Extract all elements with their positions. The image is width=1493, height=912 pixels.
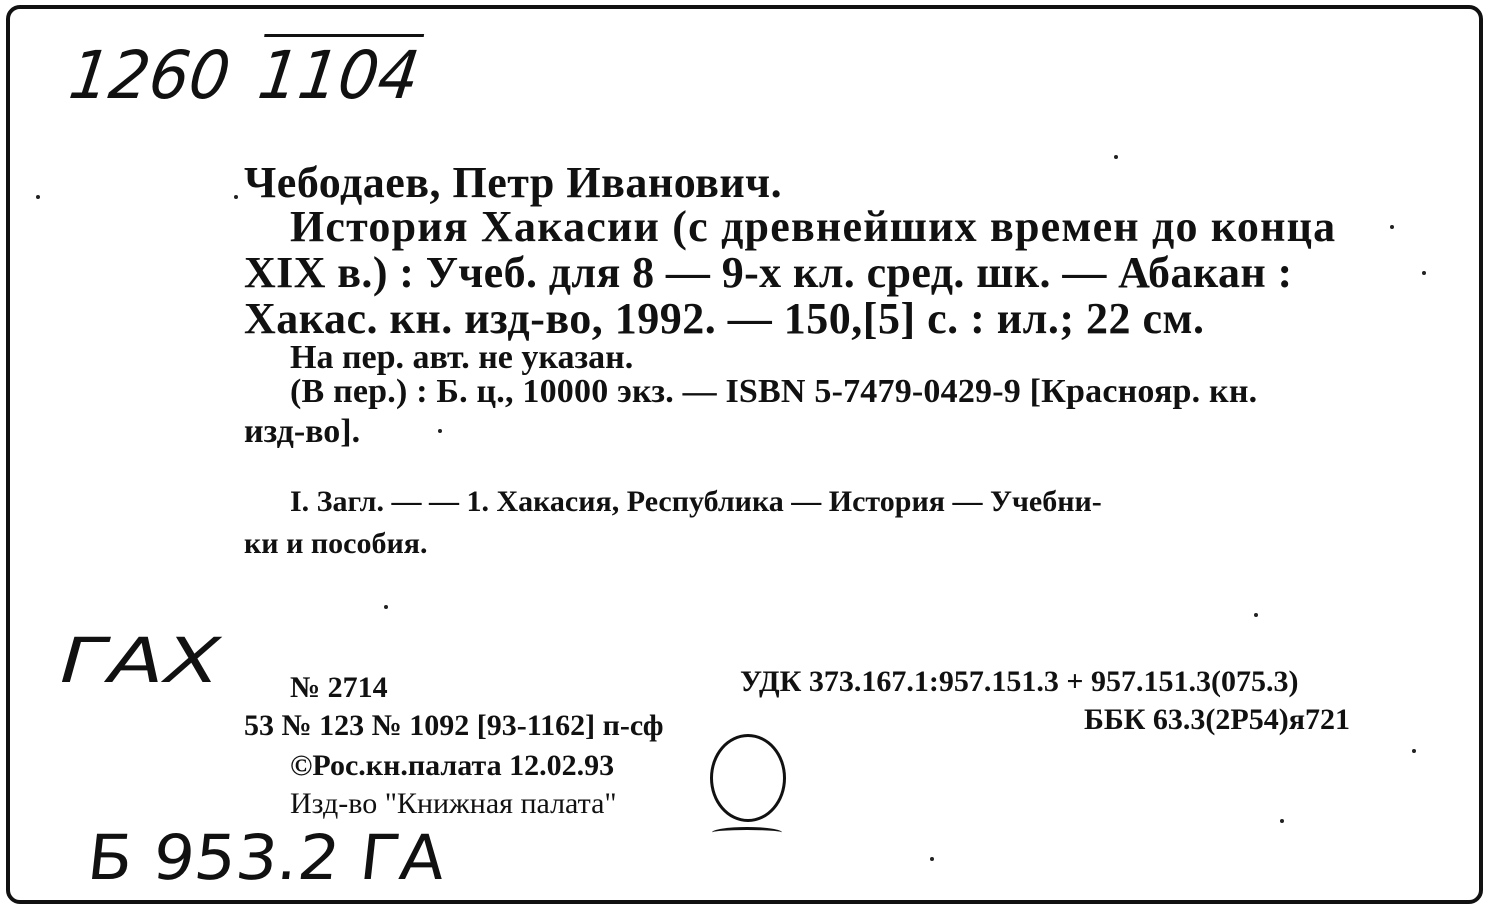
speck — [1390, 225, 1394, 229]
handwritten-top-number — [65, 37, 424, 114]
note-binding-isbn-cont: изд-во]. — [244, 413, 361, 450]
title-line-1: История Хакасии (с древнейших времен до конца — [290, 202, 1337, 251]
record-line: 53 № 123 № 1092 [93-1162] п-сф — [244, 709, 664, 742]
subjects-line-2: ки и пособия. — [244, 527, 428, 560]
card-number: № 2714 — [290, 671, 388, 704]
speck — [930, 857, 934, 861]
speck — [1412, 749, 1416, 753]
speck — [384, 605, 388, 609]
copyright-line: ©Рос.кн.палата 12.02.93 — [290, 749, 615, 782]
author-heading: Чебодаев, Петр Иванович. — [244, 158, 783, 207]
speck — [1280, 819, 1284, 823]
speck — [1114, 155, 1118, 159]
handwritten-shelf-code: Б 953.2 ГА — [83, 821, 449, 894]
note-binding-isbn: (В пер.) : Б. ц., 10000 экз. — ISBN 5-7479-0429-9 [Краснояр. кн. — [290, 373, 1258, 410]
speck — [1254, 613, 1258, 617]
bbk-index: ББК 63.3(2Р54)я721 — [1084, 703, 1350, 736]
stamp-circle — [710, 734, 786, 822]
udk-index: УДК 373.167.1:957.151.3 + 957.151.3(075.3) — [740, 665, 1299, 698]
handwritten-mark: ГАХ — [49, 624, 230, 697]
subjects-line-1: I. Загл. — — 1. Хакасия, Республика — История — Учебни- — [290, 485, 1102, 518]
note-author: На пер. авт. не указан. — [290, 339, 634, 376]
publisher-line: Изд-во "Книжная палата" — [290, 787, 617, 820]
title-line-2: XIX в.) : Учеб. для 8 — 9-х кл. сред. шк. — Абакан : — [244, 248, 1293, 297]
catalog-card — [6, 5, 1483, 904]
speck — [36, 195, 40, 199]
stamp-underline — [712, 827, 782, 838]
handwritten-number-main: 1260 — [64, 37, 235, 114]
title-line-3: Хакас. кн. изд-во, 1992. — 150,[5] с. : ил.; 22 см. — [244, 294, 1205, 343]
speck — [234, 195, 238, 199]
handwritten-number-overlined: 1104 — [253, 37, 424, 114]
speck — [1422, 271, 1426, 275]
speck — [438, 429, 442, 433]
